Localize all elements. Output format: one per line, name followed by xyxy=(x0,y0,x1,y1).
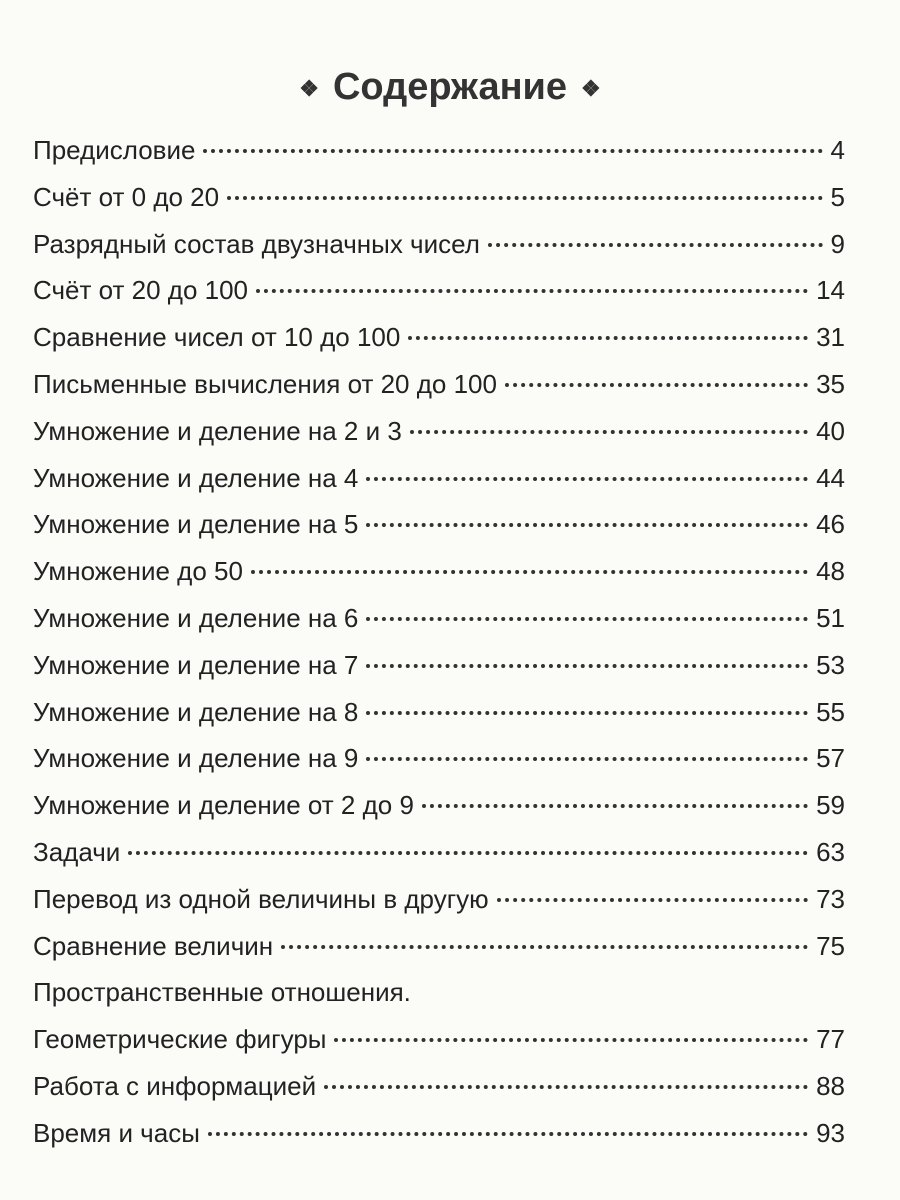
toc-entry-label: Умножение и деление на 5 xyxy=(33,509,359,540)
toc-entry xyxy=(33,595,845,642)
toc-entry-label: Перевод из одной величины в другую xyxy=(33,883,489,914)
toc-entry-label: Умножение и деление от 2 до 9 xyxy=(33,790,414,821)
toc-entry-page: 57 xyxy=(816,743,845,774)
dot-leader xyxy=(408,336,808,340)
toc-entry xyxy=(33,829,845,876)
toc-entry-page: 59 xyxy=(816,790,845,821)
dot-leader xyxy=(366,664,808,668)
toc-entry xyxy=(33,923,845,970)
toc-entry-label: Разрядный состав двузначных чисел xyxy=(33,228,480,259)
toc-entry xyxy=(33,1110,845,1157)
toc-entry xyxy=(33,642,845,689)
dot-leader xyxy=(497,898,808,902)
toc-entry xyxy=(33,876,845,923)
toc-entry-label: Умножение и деление на 2 и 3 xyxy=(33,415,402,446)
toc-entry xyxy=(33,689,845,736)
dot-leader xyxy=(366,757,808,761)
dot-leader xyxy=(366,477,808,481)
toc-entry-label: Счёт от 20 до 100 xyxy=(33,275,249,306)
toc-entry xyxy=(33,267,845,314)
dot-leader xyxy=(208,1132,808,1136)
toc-entry-label: Сравнение чисел от 10 до 100 xyxy=(33,322,401,353)
ornament-icon: ❖ xyxy=(581,75,601,101)
toc-entry-label: Время и часы xyxy=(33,1117,200,1148)
toc-entry xyxy=(33,221,845,268)
toc-entry-label: Умножение и деление на 4 xyxy=(33,462,359,493)
toc-entry-label: Предисловие xyxy=(33,135,196,165)
toc-entry xyxy=(33,174,845,221)
toc-entry-label: Задачи xyxy=(33,836,121,867)
toc-entry xyxy=(33,314,845,361)
toc-entry-page: 75 xyxy=(816,930,845,961)
toc-entry-page: 63 xyxy=(816,836,845,867)
toc-entry xyxy=(33,361,845,408)
toc-entry-page: 14 xyxy=(816,275,845,306)
toc-entry-page: 9 xyxy=(830,228,845,259)
toc-entry-page: 31 xyxy=(816,322,845,353)
dot-leader xyxy=(505,383,808,387)
dot-leader xyxy=(410,430,808,434)
toc-entry-page: 44 xyxy=(816,462,845,493)
toc-entry xyxy=(33,1016,845,1063)
toc-entry-label: Геометрические фигуры xyxy=(33,1024,327,1055)
dot-leader xyxy=(251,570,808,574)
title-text: Содержание xyxy=(332,66,568,108)
toc-entry-page: 35 xyxy=(816,368,845,399)
dot-leader xyxy=(488,243,823,247)
dot-leader xyxy=(324,1085,808,1089)
toc-entry-page: 93 xyxy=(816,1117,845,1148)
toc-entry-page: 51 xyxy=(816,602,845,633)
dot-leader xyxy=(203,149,822,153)
toc-entry-label-line1: Пространственные отношения. xyxy=(33,977,411,1008)
toc-entry xyxy=(33,735,845,782)
toc-entry-page: 55 xyxy=(816,696,845,727)
dot-leader xyxy=(128,851,808,855)
toc-entry-label: Письменные вычисления от 20 до 100 xyxy=(33,368,497,399)
toc-entry-page: 73 xyxy=(816,883,845,914)
toc-entry xyxy=(33,501,845,548)
dot-leader xyxy=(227,196,822,200)
toc-entry-page: 40 xyxy=(816,415,845,446)
toc-entry xyxy=(33,548,845,595)
toc-entry-page: 88 xyxy=(816,1070,845,1101)
dot-leader xyxy=(366,617,808,621)
toc-entry-label: Работа с информацией xyxy=(33,1070,317,1101)
toc-entry-label: Сравнение величин xyxy=(33,930,274,961)
toc-entry-label: Умножение и деление на 7 xyxy=(33,649,359,680)
ornament-icon: ❖ xyxy=(299,75,319,101)
dot-leader xyxy=(366,523,808,527)
toc-entry-label: Умножение и деление на 8 xyxy=(33,696,359,727)
toc-entry-page: 5 xyxy=(830,181,845,212)
toc-entry xyxy=(33,1063,845,1110)
toc-entry-page: 48 xyxy=(816,556,845,587)
toc-entry-label: Умножение до 50 xyxy=(33,556,243,587)
table-of-contents xyxy=(33,127,845,1157)
page-title xyxy=(0,66,900,109)
dot-leader xyxy=(366,711,808,715)
toc-entry-page: 53 xyxy=(816,649,845,680)
dot-leader xyxy=(256,289,808,293)
dot-leader xyxy=(281,945,808,949)
toc-entry-page: 77 xyxy=(816,1024,845,1055)
dot-leader xyxy=(422,804,808,808)
toc-entry xyxy=(33,455,845,502)
toc-entry-page: 46 xyxy=(816,509,845,540)
toc-entry-label: Умножение и деление на 6 xyxy=(33,602,359,633)
toc-entry-label: Умножение и деление на 9 xyxy=(33,743,359,774)
toc-entry-label: Счёт от 0 до 20 xyxy=(33,181,220,212)
dot-leader xyxy=(334,1038,808,1042)
toc-entry xyxy=(33,782,845,829)
toc-entry-page: 4 xyxy=(830,135,845,165)
toc-entry xyxy=(33,408,845,455)
toc-entry xyxy=(33,127,845,174)
